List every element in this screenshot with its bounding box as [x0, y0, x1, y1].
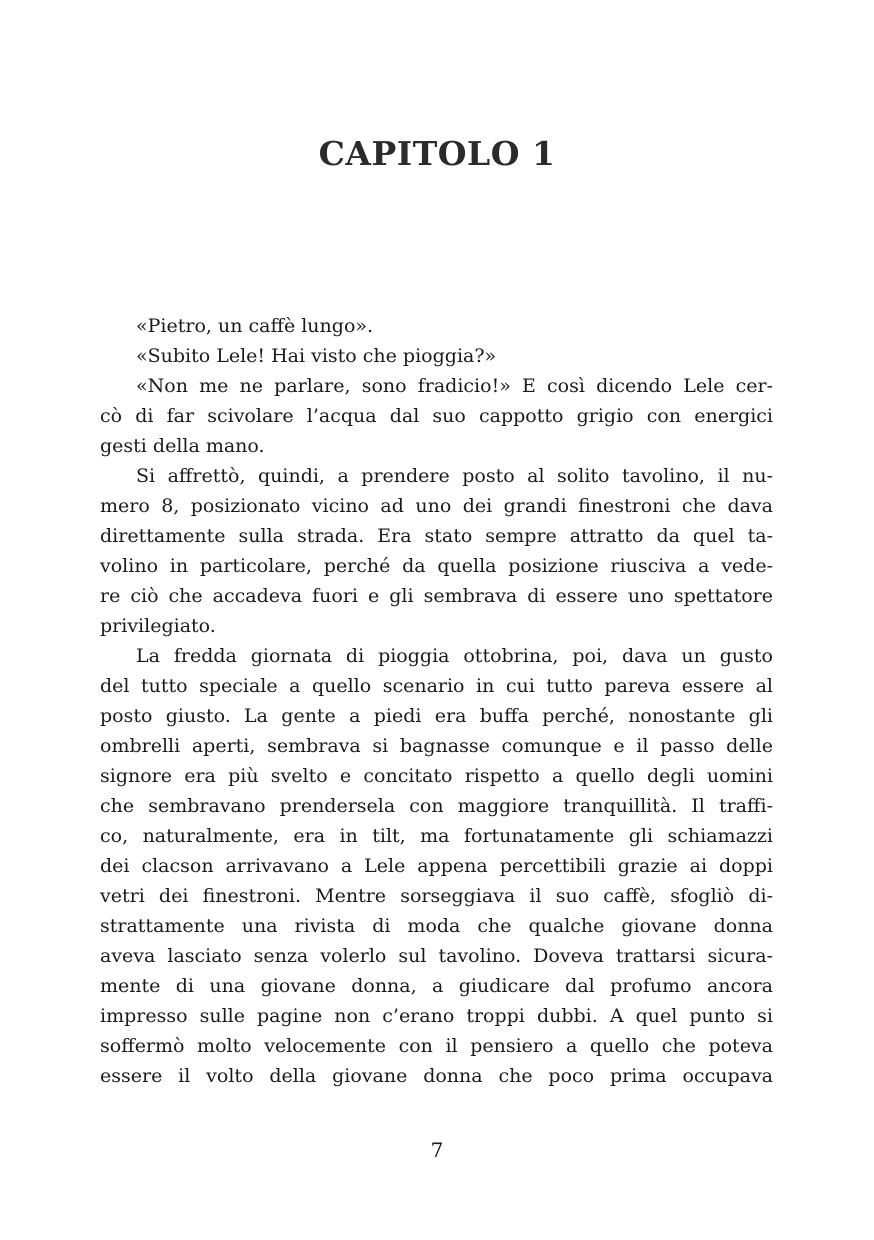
text-line: «Subito Lele! Hai visto che pioggia?»	[136, 345, 497, 367]
text-line: soffermò molto velocemente con il pensiero a quello che poteva	[100, 1035, 773, 1057]
text-line: Si affrettò, quindi, a prendere posto al solito tavolino, il nu-	[136, 465, 773, 487]
text-line: gesti della mano.	[100, 435, 265, 457]
text-line: direttamente sulla strada. Era stato sempre attratto da quel ta-	[100, 525, 773, 547]
page-number: 7	[430, 1138, 444, 1162]
text-line: aveva lasciato senza volerlo sul tavolino. Doveva trattarsi sicura-	[100, 945, 773, 967]
text-line: vetri dei finestroni. Mentre sorseggiava il suo caffè, sfogliò di-	[100, 885, 773, 907]
text-line: cò di far scivolare l’acqua dal suo cappotto grigio con energici	[100, 405, 773, 427]
text-line: re ciò che accadeva fuori e gli sembrava di essere uno spettatore	[100, 585, 773, 607]
text-line: «Pietro, un caffè lungo».	[136, 315, 374, 337]
text-line: essere il volto della giovane donna che poco prima occupava	[100, 1065, 773, 1087]
text-line: La fredda giornata di pioggia ottobrina, poi, dava un gusto	[136, 645, 773, 667]
text-line: impresso sulle pagine non c’erano troppi dubbi. A quel punto si	[100, 1005, 773, 1027]
text-line: mente di una giovane donna, a giudicare dal profumo ancora	[100, 975, 773, 997]
text-line: del tutto speciale a quello scenario in cui tutto pareva essere al	[100, 675, 773, 697]
text-line: dei clacson arrivavano a Lele appena percettibili grazie ai doppi	[100, 855, 773, 877]
text-line: volino in particolare, perché da quella posizione riusciva a vede-	[100, 555, 773, 577]
text-line: posto giusto. La gente a piedi era buffa perché, nonostante gli	[100, 705, 773, 727]
chapter-title: CAPITOLO 1	[318, 134, 556, 173]
text-line: mero 8, posizionato vicino ad uno dei grandi finestroni che dava	[100, 495, 773, 517]
text-line: «Non me ne parlare, sono fradicio!» E così dicendo Lele cer-	[136, 375, 773, 397]
text-line: co, naturalmente, era in tilt, ma fortunatamente gli schiamazzi	[100, 825, 773, 847]
text-line: privilegiato.	[100, 615, 216, 637]
text-line: che sembravano prendersela con maggiore tranquillità. Il traffi-	[100, 795, 773, 817]
text-line: strattamente una rivista di moda che qualche giovane donna	[100, 915, 773, 937]
text-line: ombrelli aperti, sembrava si bagnasse comunque e il passo delle	[100, 735, 773, 757]
text-line: signore era più svelto e concitato rispetto a quello degli uomini	[100, 765, 773, 787]
